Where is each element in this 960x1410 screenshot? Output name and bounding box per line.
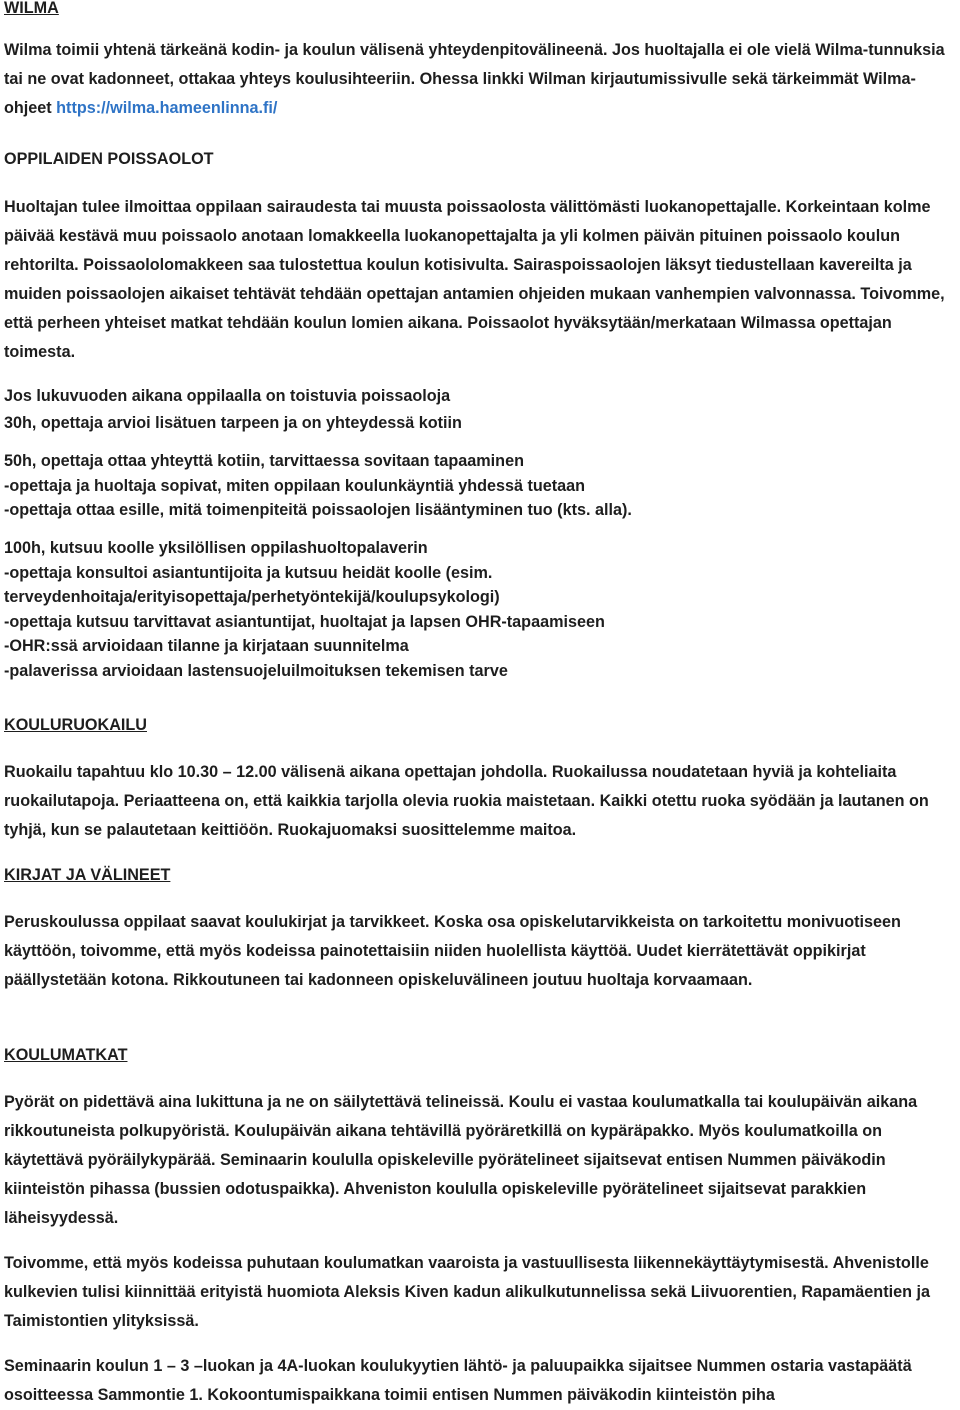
absences-50h-line: -opettaja ottaa esille, mitä toimenpiteitä poissaolojen lisääntyminen tuo (kts. alla). <box>4 501 632 519</box>
absences-heading: OPPILAIDEN POISSAOLOT <box>4 150 214 168</box>
travel-paragraph-3: Seminaarin koulun 1 – 3 –luokan ja 4A-luokan koulukyytien lähtö- ja paluupaikka sijaitsee Nummen ostaria vastapäätä osoitteessa Sammontie 1. Kokoontumispaikkana toimii entisen Nummen päiväkodin kiinteistön piha <box>4 1357 912 1404</box>
absences-100h-line: 100h, kutsuu koolle yksilöllisen oppilashuoltopalaverin <box>4 539 428 557</box>
books-paragraph: Peruskoulussa oppilaat saavat koulukirjat ja tarvikkeet. Koska osa opiskelutarvikkeista on tarkoitettu monivuotiseen käyttöön, toivomme, että myös kodeissa painotettaisiin niiden huolellista käyttöä. Uudet kierrätettävät oppikirjat päällystetään kotona. Rikkoutuneen tai kadonneen opiskeluvälineen joutuu huoltaja korvaamaan. <box>4 913 901 989</box>
absences-100h-line: -opettaja kutsuu tarvittavat asiantuntijat, huoltajat ja lapsen OHR-tapaamiseen <box>4 613 605 631</box>
absences-paragraph: Huoltajan tulee ilmoittaa oppilaan sairaudesta tai muusta poissaolosta välittömästi luokanopettajalle. Korkeintaan kolme päivää kestävä muu poissaolo anotaan lomakkeella luokanopettajalta ja yli kolmen päivän pituinen poissaolo koulun rehtorilta. Poissaololomakkeen saa tulostettua koulun kotisivulta. Sairaspoissaolojen läksyt tiedustellaan kavereilta ja muiden poissaolojen aikaiset tehtävät tehdään opettajan antamien ohjeiden mukaan vanhempien valvonnassa. Toivomme, että perheen yhteiset matkat tehdään koulun lomien aikana. Poissaolot hyväksytään/merkataan Wilmassa opettajan toimesta. <box>4 198 945 361</box>
books-heading: KIRJAT JA VÄLINEET <box>4 866 171 884</box>
absences-100h-line: -palaverissa arvioidaan lastensuojeluilmoituksen tekemisen tarve <box>4 662 508 680</box>
travel-paragraph-1: Pyörät on pidettävä aina lukittuna ja ne on säilytettävä telineissä. Koulu ei vastaa koulumatkalla tai koulupäivän aikana rikkoutuneista polkupyöristä. Koulupäivän aikana tehtävillä pyöräretkillä on kypäräpakko. Myös koulumatkoilla on käytettävä pyöräilykypärää. Seminaarin koululla opiskeleville pyörätelineet sijaitsevat entisen Nummen päiväkodin kiinteistön pihassa (bussien odotuspaikka). Ahveniston koululla opiskeleville pyörätelineet sijaitsevat parakkien läheisyydessä. <box>4 1093 918 1227</box>
lunch-paragraph: Ruokailu tapahtuu klo 10.30 – 12.00 välisenä aikana opettajan johdolla. Ruokailussa noudatetaan hyviä ja kohteliaita ruokailutapoja. Periaatteena on, että kaikkia tarjolla olevia ruokia maistetaan. Kaikki otettu ruoka syödään ja lautanen on tyhjä, kun se palautetaan keittiöön. Ruokajuomaksi suosittelemme maitoa. <box>4 763 929 839</box>
absences-100h-line: -OHR:ssä arvioidaan tilanne ja kirjataan suunnitelma <box>4 637 409 655</box>
lunch-heading: KOULURUOKAILU <box>4 716 147 734</box>
travel-heading: KOULUMATKAT <box>4 1046 128 1064</box>
wilma-heading: WILMA <box>4 0 59 17</box>
absences-100h-line: -opettaja konsultoi asiantuntijoita ja kutsuu heidät koolle (esim. <box>4 564 493 582</box>
absences-100h-line: terveydenhoitaja/erityisopettaja/perhetyöntekijä/koulupsykologi) <box>4 588 500 606</box>
absences-50h-line: -opettaja ja huoltaja sopivat, miten oppilaan koulunkäyntiä yhdessä tuetaan <box>4 477 586 495</box>
absences-30h: 30h, opettaja arvioi lisätuen tarpeen ja on yhteydessä kotiin <box>4 414 462 432</box>
wilma-paragraph <box>4 36 956 123</box>
absences-50h-line: 50h, opettaja ottaa yhteyttä kotiin, tarvittaessa sovitaan tapaaminen <box>4 452 524 470</box>
absences-intro: Jos lukuvuoden aikana oppilaalla on toistuvia poissaoloja <box>4 387 451 405</box>
travel-paragraph-2: Toivomme, että myös kodeissa puhutaan koulumatkan vaaroista ja vastuullisesta liikennekäyttäytymisestä. Ahvenistolle kulkevien tulisi kiinnittää erityistä huomiota Aleksis Kiven kadun alikulkutunnelissa sekä Liivuorentien, Rapamäentien ja Taimistontien ylityksissä. <box>4 1254 930 1330</box>
wilma-link[interactable]: https://wilma.hameenlinna.fi/ <box>56 99 278 117</box>
wilma-text: Wilma toimii yhtenä tärkeänä kodin- ja koulun välisenä yhteydenpitovälineenä. Jos huoltajalla ei ole vielä Wilma-tunnuksia tai ne ovat kadonneet, ottakaa yhteys koulusihteeriin. Ohessa linkki Wilman kirjautumissivulle sekä tärkeimmät Wilma-ohjeet <box>4 41 945 117</box>
